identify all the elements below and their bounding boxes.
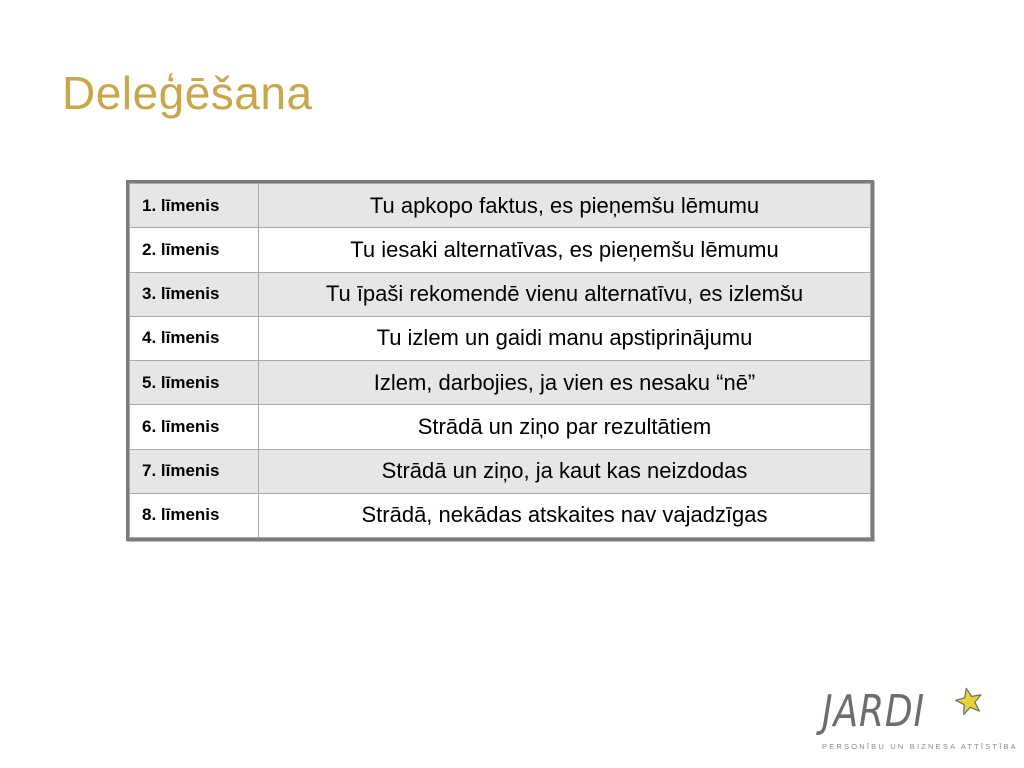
level-description: Strādā un ziņo par rezultātiem [259,405,871,449]
level-label: 7. līmenis [130,449,259,493]
level-label: 6. līmenis [130,405,259,449]
star-icon [954,686,984,716]
table-row [130,228,871,272]
level-label: 4. līmenis [130,316,259,360]
slide-title: Deleģēšana [62,67,313,119]
level-description: Tu izlem un gaidi manu apstiprinājumu [259,316,871,360]
level-description: Tu iesaki alternatīvas, es pieņemšu lēmumu [259,228,871,272]
table-row [130,361,871,405]
logo-tagline: PERSONĪBU UN BIZNESA ATTĪSTĪBA [822,742,1018,751]
level-label: 1. līmenis [130,184,259,228]
level-description: Strādā un ziņo, ja kaut kas neizdodas [259,449,871,493]
table-row [130,405,871,449]
level-description: Strādā, nekādas atskaites nav vajadzīgas [259,493,871,537]
level-description: Tu apkopo faktus, es pieņemšu lēmumu [259,184,871,228]
table-row [130,272,871,316]
table-row [130,449,871,493]
level-description: Izlem, darbojies, ja vien es nesaku “nē” [259,361,871,405]
level-label: 8. līmenis [130,493,259,537]
delegation-levels-table [126,180,874,541]
level-description: Tu īpaši rekomendē vienu alternatīvu, es izlemšu [259,272,871,316]
table-row [130,184,871,228]
level-label: 5. līmenis [130,361,259,405]
level-label: 2. līmenis [130,228,259,272]
table-row [130,316,871,360]
table-row [130,493,871,537]
level-label: 3. līmenis [130,272,259,316]
jardi-logo [818,686,1018,758]
logo-wordmark: JARDI [822,686,925,737]
